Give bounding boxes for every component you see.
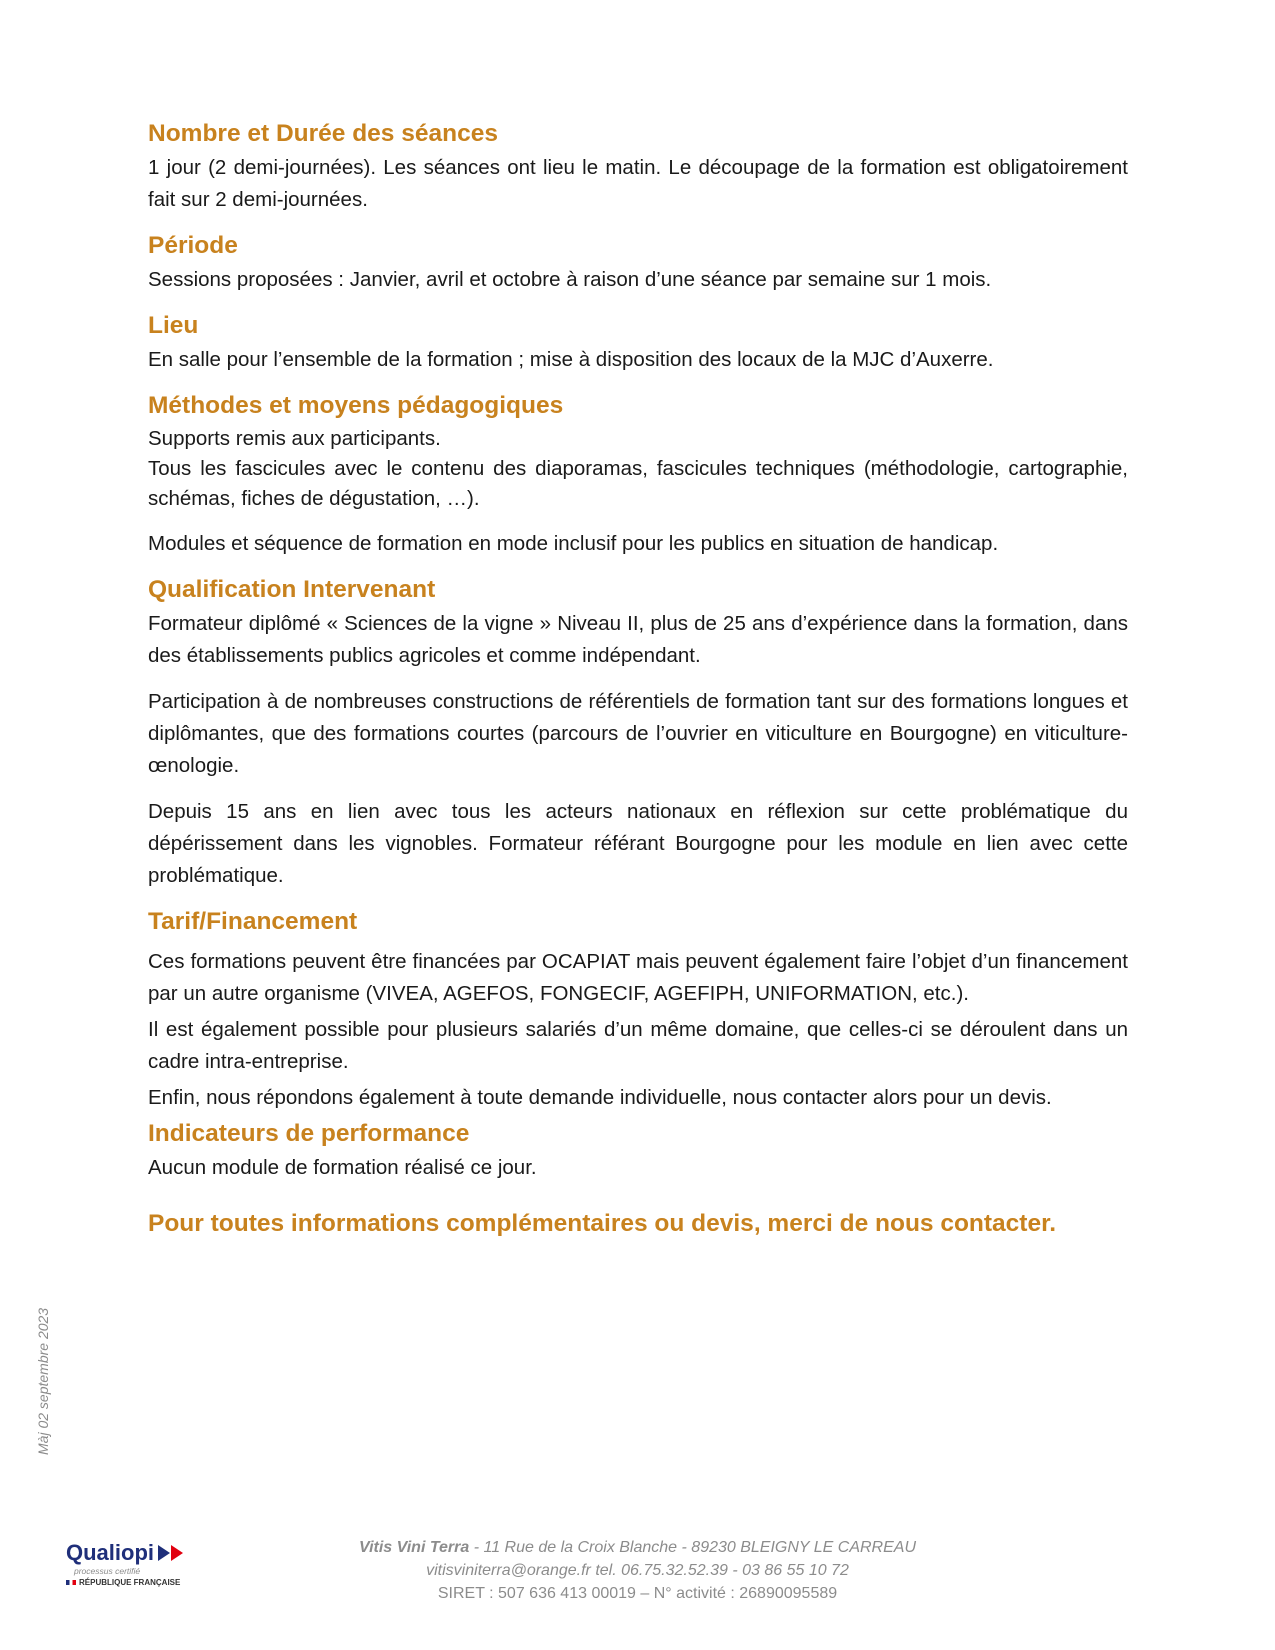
- section-title: Lieu: [148, 312, 199, 339]
- closing-call-to-action: Pour toutes informations complémentaires ou devis, merci de nous contacter.: [148, 1210, 1057, 1237]
- section-tarif: [148, 906, 1128, 1114]
- section-qualification: [148, 574, 1128, 892]
- section-paragraph: Il est également possible pour plusieurs salariés d’un même domaine, que celles-ci se déroulent dans un cadre intra-entreprise.: [148, 1018, 1128, 1073]
- logo-name: Qualiopi: [66, 1540, 154, 1565]
- document-body: [148, 118, 1128, 1240]
- section-title: Qualification Intervenant: [148, 576, 436, 603]
- section-paragraph: 1 jour (2 demi-journées). Les séances ont lieu le matin. Le découpage de la formation est obligatoirement fait sur 2 demi-journées.: [148, 156, 1128, 211]
- section-title: Indicateurs de performance: [148, 1120, 470, 1147]
- section-paragraph: Modules et séquence de formation en mode inclusif pour les publics en situation de handicap.: [148, 532, 999, 555]
- footer-company: Vitis Vini Terra: [359, 1539, 470, 1556]
- section-paragraph: Tous les fascicules avec le contenu des diaporamas, fascicules techniques (méthodologie, cartographie, schémas, fiches de dégustation, …).: [148, 457, 1128, 510]
- section-title: Méthodes et moyens pédagogiques: [148, 392, 564, 419]
- section-periode: [148, 230, 1128, 296]
- section-paragraph: Formateur diplômé « Sciences de la vigne » Niveau II, plus de 25 ans d’expérience dans la formation, dans des établissements publics agricoles et comme indépendant.: [148, 612, 1128, 667]
- section-indicateurs: [148, 1118, 1128, 1184]
- section-paragraph: Participation à de nombreuses constructions de référentiels de formation tant sur des formations longues et diplômantes, que des formations courtes (parcours de l’ouvrier en viticulture en Bourgogne) en viticulture-œnologie.: [148, 690, 1128, 777]
- section-paragraph: Enfin, nous répondons également à toute demande individuelle, nous contacter alors pour un devis.: [148, 1086, 1052, 1109]
- section-title: Période: [148, 232, 238, 259]
- footer-siret: SIRET : 507 636 413 00019 – N° activité : 26890095589: [437, 1585, 838, 1602]
- section-paragraph: En salle pour l’ensemble de la formation ; mise à disposition des locaux de la MJC d’Auxerre.: [148, 348, 994, 371]
- section-paragraph: Sessions proposées : Janvier, avril et octobre à raison d’une séance par semaine sur 1 mois.: [148, 268, 992, 291]
- section-lieu: [148, 310, 1128, 376]
- section-paragraph: Aucun module de formation réalisé ce jour.: [148, 1156, 537, 1179]
- section-paragraph: Ces formations peuvent être financées par OCAPIAT mais peuvent également faire l’objet d’un financement par un autre organisme (VIVEA, AGEFOS, FONGECIF, AGEFIPH, UNIFORMATION, etc.).: [148, 950, 1128, 1005]
- section-title: Nombre et Durée des séances: [148, 120, 498, 147]
- footer-address: - 11 Rue de la Croix Blanche - 89230 BLEIGNY LE CARREAU: [469, 1539, 916, 1556]
- section-nombre-duree: [148, 118, 1128, 216]
- logo-republic: RÉPUBLIQUE FRANÇAISE: [79, 1578, 181, 1587]
- section-paragraph: Supports remis aux participants.: [148, 427, 441, 450]
- footer-contact: vitisviniterra@orange.fr tel. 06.75.32.52.39 - 03 86 55 10 72: [426, 1562, 849, 1579]
- section-paragraph: Depuis 15 ans en lien avec tous les acteurs nationaux en réflexion sur cette problématique du dépérissement dans les vignobles. Formateur référant Bourgogne pour les module en lien avec cette problématique.: [148, 800, 1128, 887]
- section-methodes: [148, 390, 1128, 560]
- page-footer: [0, 1536, 1275, 1605]
- update-date: Màj 02 septembre 2023: [35, 1307, 51, 1455]
- logo-subtitle: processus certifié: [74, 1566, 141, 1576]
- section-title: Tarif/Financement: [148, 908, 358, 935]
